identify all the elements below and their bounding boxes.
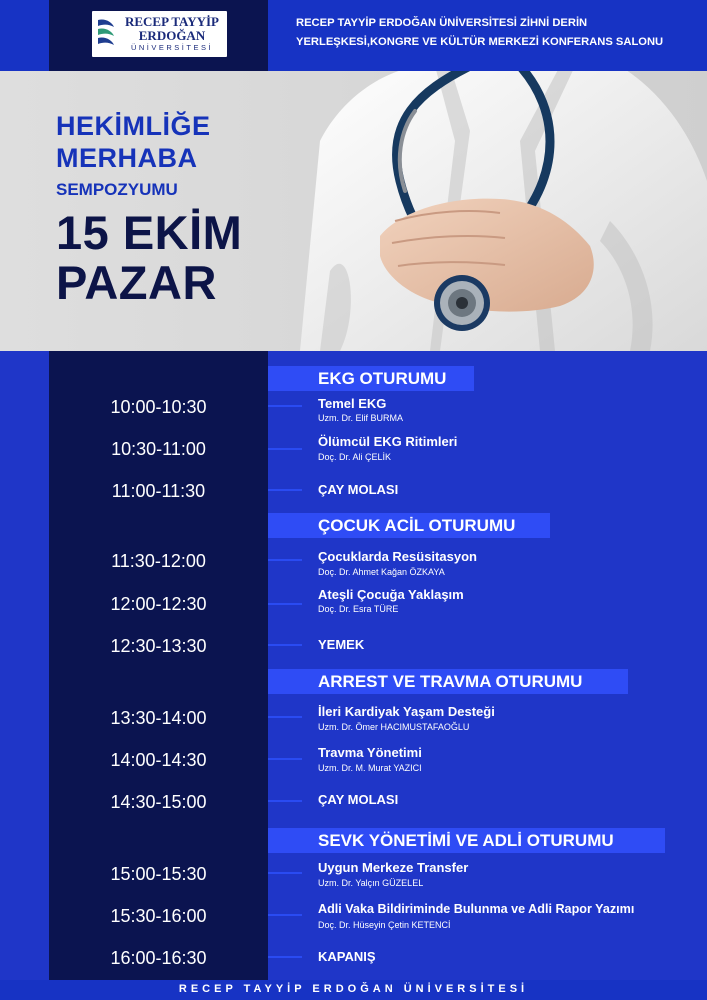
- session-time: 15:00-15:30: [110, 864, 207, 884]
- session-title: Adli Vaka Bildiriminde Bulunma ve Adli Rapor Yazımı: [318, 902, 635, 916]
- session-speaker: Uzm. Dr. Ömer HACIMUSTAFAOĞLU: [318, 722, 470, 732]
- venue-text: [296, 14, 701, 52]
- timeline-tick: [268, 603, 302, 605]
- event-title-line2: MERHABA: [56, 143, 198, 173]
- logo-text-line3: ÜNİVERSİTESİ: [130, 43, 214, 52]
- timeline-tick: [268, 489, 302, 491]
- session-title: Ateşli Çocuğa Yaklaşım: [318, 587, 464, 602]
- timeline-tick: [268, 758, 302, 760]
- timeline-tick: [268, 644, 302, 646]
- session-title: Travma Yönetimi: [318, 745, 422, 760]
- venue-line2: YERLEŞKESİ,KONGRE VE KÜLTÜR MERKEZİ KONFERANS SALONU: [296, 36, 664, 48]
- event-day: PAZAR: [56, 256, 217, 309]
- session-title: ÇAY MOLASI: [318, 482, 399, 497]
- session-title: Çocuklarda Resüsitasyon: [318, 549, 477, 564]
- session-speaker: Doç. Dr. Hüseyin Çetin KETENCİ: [318, 920, 451, 930]
- session-time: 15:30-16:00: [110, 906, 207, 926]
- venue-line1: RECEP TAYYİP ERDOĞAN ÜNİVERSİTESİ ZİHNİ DERİN: [296, 17, 588, 29]
- logo-swoosh-icon: [95, 14, 117, 54]
- session-time: 14:00-14:30: [110, 750, 207, 770]
- session-title: Ölümcül EKG Ritimleri: [318, 434, 458, 449]
- session-speaker: Uzm. Dr. Yalçın GÜZELEL: [318, 878, 424, 888]
- timeline-tick: [268, 559, 302, 561]
- session-title: YEMEK: [318, 637, 365, 652]
- session-speaker: Uzm. Dr. Elif BURMA: [318, 413, 404, 423]
- logo-text-line1: RECEP TAYYİP: [124, 14, 220, 29]
- footer-university-name: RECEP TAYYİP ERDOĞAN ÜNİVERSİTESİ: [178, 983, 529, 995]
- session-speaker: Doç. Dr. Ali ÇELİK: [318, 452, 392, 462]
- section-header-arrest-travma: ARREST VE TRAVMA OTURUMU: [268, 669, 628, 694]
- session-title: ÇAY MOLASI: [318, 792, 399, 807]
- event-date: 15 EKİM: [56, 206, 243, 259]
- session-title: İleri Kardiyak Yaşam Desteği: [318, 704, 495, 719]
- session-title: Temel EKG: [318, 396, 387, 411]
- session-speaker: Uzm. Dr. M. Murat YAZICI: [318, 763, 422, 773]
- event-title-line1: HEKİMLİĞE: [56, 111, 211, 141]
- session-time: 10:00-10:30: [110, 397, 207, 417]
- session-title: KAPANIŞ: [318, 949, 376, 964]
- session-speaker: Doç. Dr. Esra TÜRE: [318, 604, 399, 614]
- timeline-tick: [268, 872, 302, 874]
- session-time: 12:00-12:30: [110, 594, 207, 614]
- event-subtitle: SEMPOZYUMU: [56, 180, 178, 199]
- session-title: Uygun Merkeze Transfer: [318, 860, 469, 875]
- session-time: 11:30-12:00: [111, 551, 206, 571]
- timeline-tick: [268, 914, 302, 916]
- logo-text-line2: ERDOĞAN: [138, 28, 206, 43]
- timeline-tick: [268, 405, 302, 407]
- section-header-cocuk-acil: ÇOCUK ACİL OTURUMU: [268, 513, 550, 538]
- timeline-tick: [268, 956, 302, 958]
- session-time: 16:00-16:30: [110, 948, 207, 968]
- session-time: 11:00-11:30: [111, 481, 206, 501]
- timeline-tick: [268, 800, 302, 802]
- session-time: 14:30-15:00: [110, 792, 207, 812]
- section-header-sevk-adli: SEVK YÖNETİMİ VE ADLİ OTURUMU: [268, 828, 665, 853]
- session-speaker: Doç. Dr. Ahmet Kağan ÖZKAYA: [318, 567, 445, 577]
- session-time: 12:30-13:30: [110, 636, 207, 656]
- session-time: 10:30-11:00: [111, 439, 206, 459]
- section-header-ekg: EKG OTURUMU: [268, 366, 474, 391]
- session-time: 13:30-14:00: [110, 708, 207, 728]
- timeline-tick: [268, 716, 302, 718]
- timeline-tick: [268, 448, 302, 450]
